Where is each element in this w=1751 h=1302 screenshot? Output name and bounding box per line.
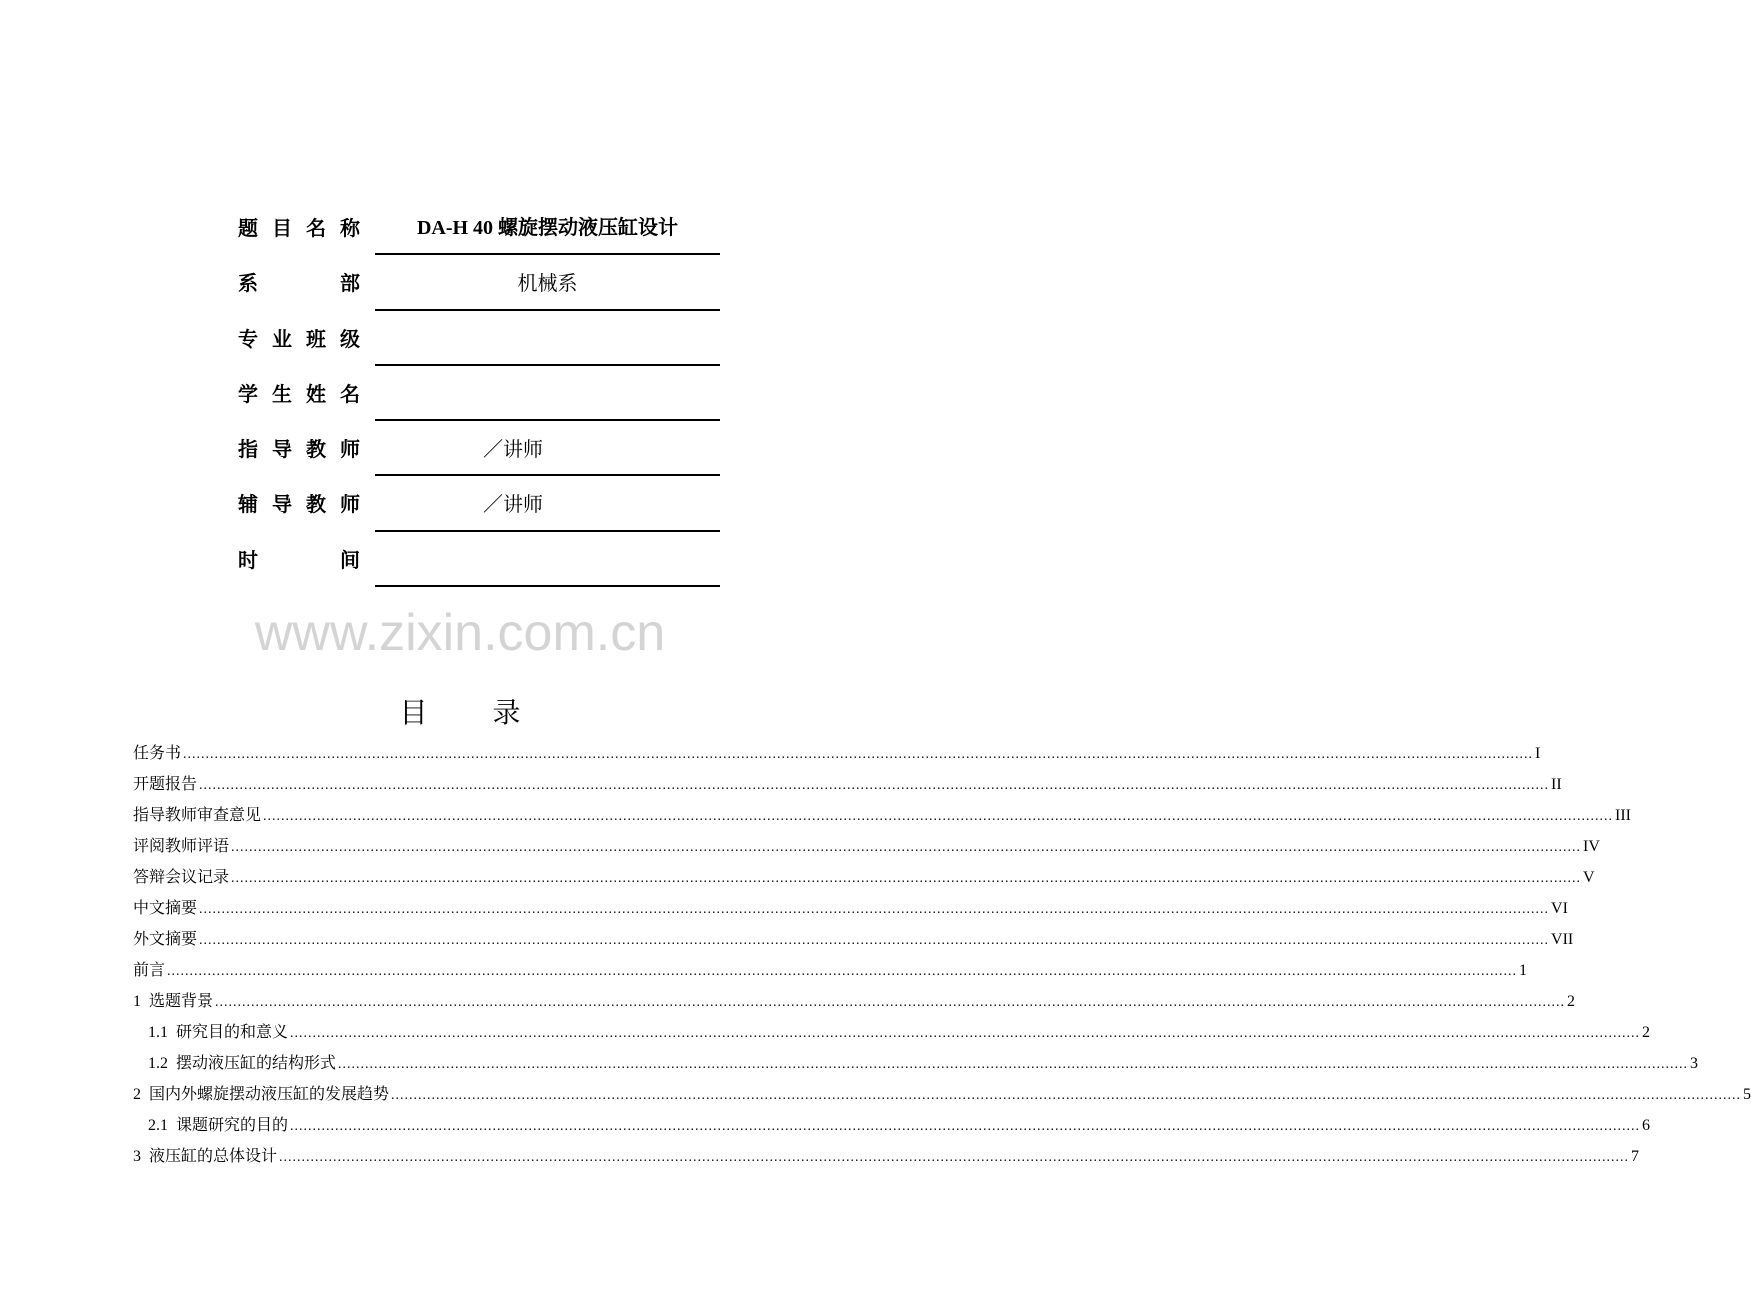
toc-entry[interactable] <box>133 737 1541 768</box>
toc-title: 目 录 <box>399 696 549 729</box>
cover-row-department <box>230 255 720 310</box>
label-char: 专 <box>238 326 258 351</box>
label-char: 称 <box>340 216 360 240</box>
toc-leader-dots: ............................................................................................................................................................................................................................................................................................................ <box>231 840 1582 855</box>
toc-entry[interactable] <box>133 1140 1640 1171</box>
cover-label-department <box>238 271 360 295</box>
cover-label-student <box>238 382 360 406</box>
toc-leader-dots: ............................................................................................................................................................................................................................................................................................................ <box>338 1057 1689 1072</box>
label-char: 名 <box>340 381 360 406</box>
toc-entry[interactable] <box>133 861 1595 892</box>
toc-leader-dots: ............................................................................................................................................................................................................................................................................................................ <box>231 871 1582 886</box>
cover-row-advisor <box>230 421 720 476</box>
toc-page-number: 2 <box>1567 993 1576 1010</box>
toc-entry-text: 液压缸的总体设计 <box>149 1146 278 1165</box>
toc-leader-dots: ............................................................................................................................................................................................................................................................................................................ <box>199 902 1550 917</box>
toc-entry-number: 2.1 <box>148 1117 168 1134</box>
cover-row-assistant <box>230 476 720 531</box>
toc-entry-title <box>133 799 261 830</box>
toc-entry-text: 答辩会议记录 <box>133 867 230 886</box>
label-char: 导 <box>272 492 292 517</box>
toc-page-number: VI <box>1551 900 1568 917</box>
label-char: 级 <box>340 326 360 351</box>
cover-row-time <box>230 532 720 587</box>
toc-entry-title <box>148 1109 288 1141</box>
cover-label-advisor <box>238 437 360 461</box>
toc-entry[interactable] <box>133 799 1631 830</box>
toc-leader-dots: ............................................................................................................................................................................................................................................................................................................ <box>290 1119 1641 1134</box>
toc-leader-dots: ............................................................................................................................................................................................................................................................................................................ <box>263 809 1614 824</box>
cover-row-title <box>230 200 720 255</box>
toc-entry-title <box>133 1140 277 1172</box>
label-char: 师 <box>340 437 360 462</box>
cover-value-student <box>375 380 720 408</box>
label-char: 部 <box>340 271 360 296</box>
label-char: 导 <box>272 437 292 462</box>
toc-entry-text: 指导教师审查意见 <box>133 805 262 824</box>
toc-entry-number: 2 <box>133 1086 141 1103</box>
toc-entry-text: 课题研究的目的 <box>176 1115 289 1134</box>
toc-entry[interactable] <box>133 1078 1751 1109</box>
toc-entry-title <box>148 1047 336 1079</box>
toc-leader-dots: ............................................................................................................................................................................................................................................................................................................ <box>391 1088 1742 1103</box>
toc-entry-title <box>133 985 213 1017</box>
toc-page-number: VII <box>1551 931 1574 948</box>
toc-page-number: 1 <box>1519 962 1528 979</box>
underline <box>375 585 720 587</box>
toc-entry-title <box>133 892 197 923</box>
toc-entry[interactable] <box>133 1016 1651 1047</box>
toc-entry-number: 1.1 <box>148 1024 168 1041</box>
toc-entry-text: 评阅教师评语 <box>133 836 230 855</box>
cover-value-department: 机械系 <box>517 271 578 296</box>
toc-entry-text: 外文摘要 <box>133 929 198 948</box>
toc-leader-dots: ............................................................................................................................................................................................................................................................................................................ <box>290 1026 1641 1041</box>
label-char: 业 <box>272 326 292 351</box>
toc-entry-number: 1.2 <box>148 1055 168 1072</box>
cover-value-time <box>375 546 720 574</box>
cover-row-class <box>230 311 720 366</box>
label-char: 目 <box>272 216 292 240</box>
toc-entry[interactable] <box>133 1047 1699 1078</box>
label-char: 系 <box>238 271 258 296</box>
toc-page-number: 5 <box>1743 1086 1751 1103</box>
toc-page-number: III <box>1615 807 1631 824</box>
label-char: 间 <box>340 547 360 572</box>
toc-page-number: I <box>1535 745 1541 762</box>
cover-label-title <box>238 216 360 240</box>
cover-value-advisor: ／讲师 <box>483 437 543 462</box>
toc-page-number: 6 <box>1642 1117 1651 1134</box>
label-char: 辅 <box>238 492 258 517</box>
toc-entry-number: 3 <box>133 1148 141 1165</box>
toc-entry-title <box>133 737 181 768</box>
toc-entry-text: 摆动液压缸的结构形式 <box>176 1053 337 1072</box>
toc-entry-text: 中文摘要 <box>133 898 198 917</box>
toc-leader-dots: ............................................................................................................................................................................................................................................................................................................ <box>199 778 1550 793</box>
cover-label-assistant <box>238 492 360 516</box>
label-char: 指 <box>238 437 258 462</box>
toc-entry[interactable] <box>133 985 1576 1016</box>
label-char: 教 <box>306 492 326 517</box>
toc-entry[interactable] <box>133 892 1568 923</box>
toc-entry[interactable] <box>133 1109 1651 1140</box>
toc-entry-title <box>133 923 197 954</box>
label-char: 生 <box>272 381 292 406</box>
toc-entry-title <box>133 861 229 892</box>
toc-entry-title <box>133 954 165 985</box>
toc-leader-dots: ............................................................................................................................................................................................................................................................................................................ <box>215 995 1566 1010</box>
toc-entry-text: 国内外螺旋摆动液压缸的发展趋势 <box>149 1084 390 1103</box>
toc-entry-text: 任务书 <box>133 743 182 762</box>
label-char: 名 <box>306 216 326 240</box>
toc-page-number: 3 <box>1690 1055 1699 1072</box>
toc-entry-title <box>133 830 229 861</box>
toc-leader-dots: ............................................................................................................................................................................................................................................................................................................ <box>183 747 1534 762</box>
toc-leader-dots: ............................................................................................................................................................................................................................................................................................................ <box>199 933 1550 948</box>
toc-entry[interactable] <box>133 923 1574 954</box>
toc-page-number: 2 <box>1642 1024 1651 1041</box>
toc-page-number: II <box>1551 776 1562 793</box>
toc-entry[interactable] <box>133 830 1600 861</box>
toc-page-number: IV <box>1583 838 1600 855</box>
toc-entry[interactable] <box>133 768 1562 799</box>
toc-entry-text: 选题背景 <box>149 991 214 1010</box>
cover-label-time <box>238 548 360 572</box>
watermark-text: www.zixin.com.cn <box>254 604 666 662</box>
toc-page-number: 7 <box>1631 1148 1640 1165</box>
toc-entry-text: 开题报告 <box>133 774 198 793</box>
cover-label-class <box>238 327 360 351</box>
label-char: 教 <box>306 437 326 462</box>
toc-leader-dots: ............................................................................................................................................................................................................................................................................................................ <box>279 1150 1630 1165</box>
cover-value-class <box>375 325 720 353</box>
label-char: 时 <box>238 547 258 572</box>
toc-entry-title <box>148 1016 288 1048</box>
cover-info-table <box>230 200 720 587</box>
cover-value-title: DA-H 40 螺旋摆动液压缸设计 <box>416 217 679 239</box>
toc-entry-text: 研究目的和意义 <box>176 1022 289 1041</box>
label-char: 班 <box>306 326 326 351</box>
toc-entry-title <box>133 1078 389 1110</box>
table-of-contents <box>133 737 1751 1171</box>
label-char: 题 <box>238 216 258 240</box>
label-char: 学 <box>238 381 258 406</box>
label-char: 师 <box>340 492 360 517</box>
toc-entry-number: 1 <box>133 993 141 1010</box>
cover-row-student <box>230 366 720 421</box>
toc-page-number: V <box>1583 869 1595 886</box>
cover-value-assistant: ／讲师 <box>483 492 543 517</box>
toc-entry-text: 前言 <box>133 960 166 979</box>
label-char: 姓 <box>306 381 326 406</box>
toc-entry[interactable] <box>133 954 1528 985</box>
toc-entry-title <box>133 768 197 799</box>
toc-leader-dots: ............................................................................................................................................................................................................................................................................................................ <box>167 964 1518 979</box>
